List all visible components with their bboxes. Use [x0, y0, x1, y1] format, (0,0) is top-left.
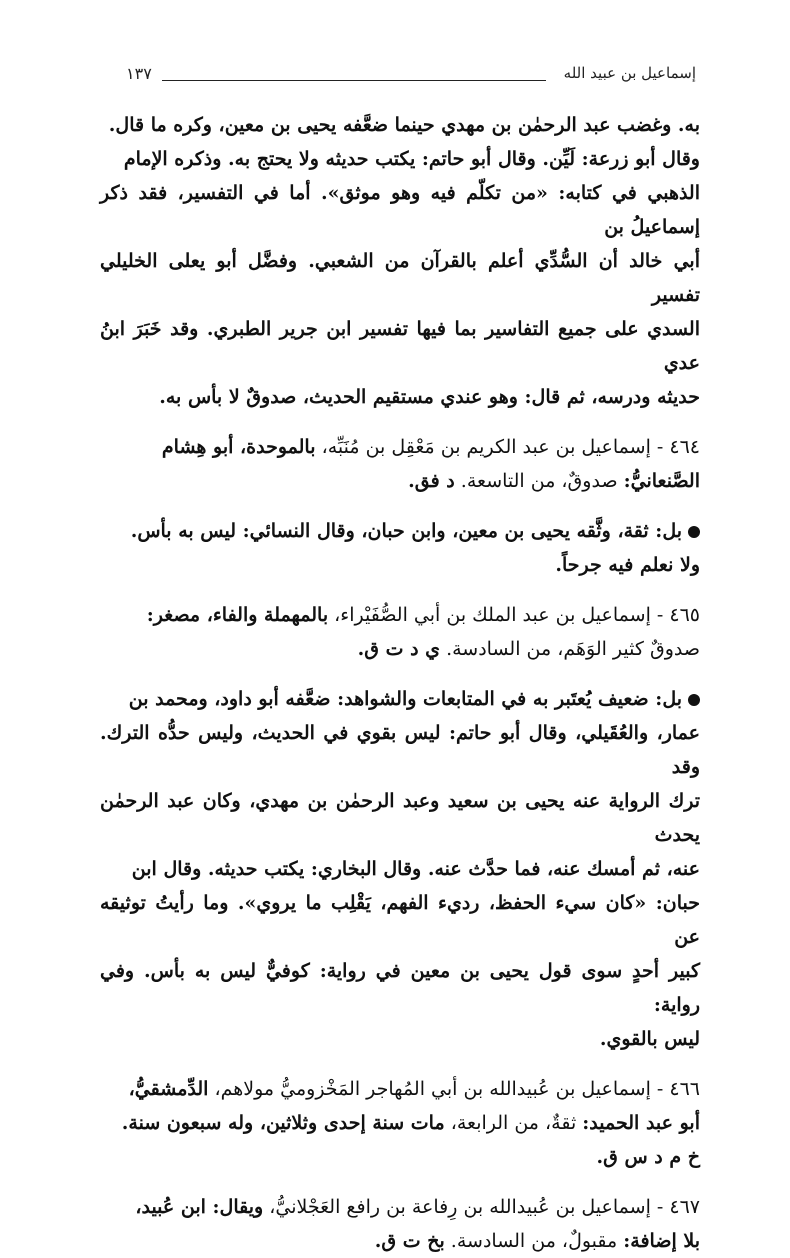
entry-grade: صدوقٌ كثير الوَهَم، من السادسة.: [446, 638, 700, 660]
page-header: [118, 62, 696, 92]
text-line: عنه، ثم أمسك عنه، فما حدَّث عنه. وقال البخاري: يكتب حديثه. وقال ابن: [131, 858, 700, 880]
entry-number: ٤٦٤: [669, 436, 700, 458]
entry-number: ٤٦٥: [669, 604, 700, 626]
entry-line: ٤٦٧ - إسماعيل بن عُبيدالله بن رِفاعة بن رافع العَجْلانيُّ، ويقال: ابن عُبيد،: [135, 1196, 700, 1218]
text-line: ليس بالقوي.: [599, 1028, 700, 1050]
entry-number: ٤٦٧: [669, 1196, 700, 1218]
entry-sigla: د فق.: [408, 470, 455, 492]
entry-detail: بالمهملة والفاء، مصغر:: [146, 604, 329, 626]
entry-death: مات سنة إحدى وثلاثين، وله سبعون سنة.: [121, 1112, 445, 1134]
text-line: أبي خالد أن السُّدِّي أعلم بالقرآن من الشعبي. وفضَّل أبو يعلى الخليلي تفسير: [100, 250, 700, 306]
entry-sigla: ي د ت ق.: [357, 638, 441, 660]
entry-line: [100, 1224, 700, 1258]
text-line: ولا نعلم فيه جرحاً.: [555, 554, 700, 576]
text-line: بل: ضعيف يُعتَبر به في المتابعات والشواهد: ضعَّفه أبو داود، ومحمد بن: [100, 682, 700, 716]
text-line: به. وغضب عبد الرحمٰن بن مهدي حينما ضعَّفه يحيى بن معين، وكره ما قال.: [108, 114, 700, 136]
entry-nisba: الصَّنعانيُّ:: [623, 470, 700, 492]
text-line: حديثه ودرسه، ثم قال: وهو عندي مستقيم الحديث، صدوقٌ لا بأس به.: [159, 386, 700, 408]
entry-detail: بالموحدة، أبو هِشام: [161, 436, 316, 458]
entry-detail: الدِّمشقيُّ،: [128, 1078, 209, 1100]
text-line: السدي على جميع التفاسير بما فيها تفسير ابن جرير الطبري. وقد خَبَرَ ابنُ عدي: [100, 318, 700, 374]
entry-sigla: بخ ت ق.: [374, 1230, 445, 1252]
text-line: ترك الرواية عنه يحيى بن سعيد وعبد الرحمٰن بن مهدي، وكان عبد الرحمٰن يحدث: [100, 790, 700, 846]
entry-466: [100, 1072, 700, 1174]
text-line: بل: ثقة، وثَّقه يحيى بن معين، وابن حبان، وقال النسائي: ليس به بأس.: [100, 514, 700, 548]
entry-kunya: أبو عبد الحميد:: [582, 1112, 700, 1134]
entry-line: ٤٦٤ - إسماعيل بن عبد الكريم بن مَعْقِل بن مُنَبِّه، بالموحدة، أبو هِشام: [161, 436, 700, 458]
header-rule: [162, 80, 546, 81]
text-line: حبان: «كان سيء الحفظ، رديء الفهم، يَقْلِب ما يروي». وما رأيتُ توثيقه عن: [100, 892, 700, 948]
bullet-icon: [688, 694, 700, 706]
entry-grade: ثقةٌ، من الرابعة،: [450, 1112, 577, 1134]
entry-467: [100, 1190, 700, 1258]
note-465: [100, 682, 700, 1056]
entry-grade: مقبولٌ، من السادسة.: [450, 1230, 618, 1252]
bullet-icon: [688, 526, 700, 538]
entry-sigla: خ م د س ق.: [596, 1146, 700, 1168]
text-line: وقال أبو زرعة: لَيِّن. وقال أبو حاتم: يكتب حديثه ولا يحتج به. وذكره الإمام: [123, 148, 700, 170]
entry-name: إسماعيل بن عُبيدالله بن رِفاعة بن رافع العَجْلانيُّ،: [269, 1196, 651, 1218]
note-464: [100, 514, 700, 582]
entry-note: بلا إضافة:: [623, 1230, 700, 1252]
entry-line: ٤٦٥ - إسماعيل بن عبد الملك بن أبي الصُّفَيْراء، بالمهملة والفاء، مصغر:: [146, 604, 700, 626]
text-line: الذهبي في كتابه: «من تكلّم فيه وهو موثق». أما في التفسير، فقد ذكر إسماعيلُ بن: [100, 182, 700, 238]
page-number: ١٣٧: [126, 64, 152, 83]
entry-grade: صدوقٌ، من التاسعة.: [460, 470, 618, 492]
entry-465: [100, 598, 700, 666]
page-body: [100, 108, 700, 1258]
entry-line: [100, 1106, 700, 1140]
entry-detail: ويقال: ابن عُبيد،: [135, 1196, 264, 1218]
entry-name: إسماعيل بن عبد الكريم بن مَعْقِل بن مُنَبِّه،: [321, 436, 651, 458]
entry-number: ٤٦٦: [669, 1078, 700, 1100]
entry-line: ٤٦٦ - إسماعيل بن عُبيدالله بن أبي المُهاجر المَخْزوميُّ مولاهم، الدِّمشقيُّ،: [128, 1078, 700, 1100]
text-line: كبير أحدٍ سوى قول يحيى بن معين في رواية: كوفيٌّ ليس به بأس. وفي رواية:: [100, 960, 700, 1016]
continuation-paragraph: [100, 108, 700, 414]
entry-name: إسماعيل بن عبد الملك بن أبي الصُّفَيْراء،: [334, 604, 651, 626]
entry-line: [100, 1140, 700, 1174]
entry-line: [100, 464, 700, 498]
entry-464: [100, 430, 700, 498]
running-head: إسماعيل بن عبيد الله: [563, 64, 696, 82]
entry-line: [100, 632, 700, 666]
entry-name: إسماعيل بن عُبيدالله بن أبي المُهاجر المَخْزوميُّ مولاهم،: [214, 1078, 651, 1100]
text-line: عمار، والعُقَيلي، وقال أبو حاتم: ليس بقوي في الحديث، وليس حدُّه الترك. وقد: [100, 722, 700, 778]
